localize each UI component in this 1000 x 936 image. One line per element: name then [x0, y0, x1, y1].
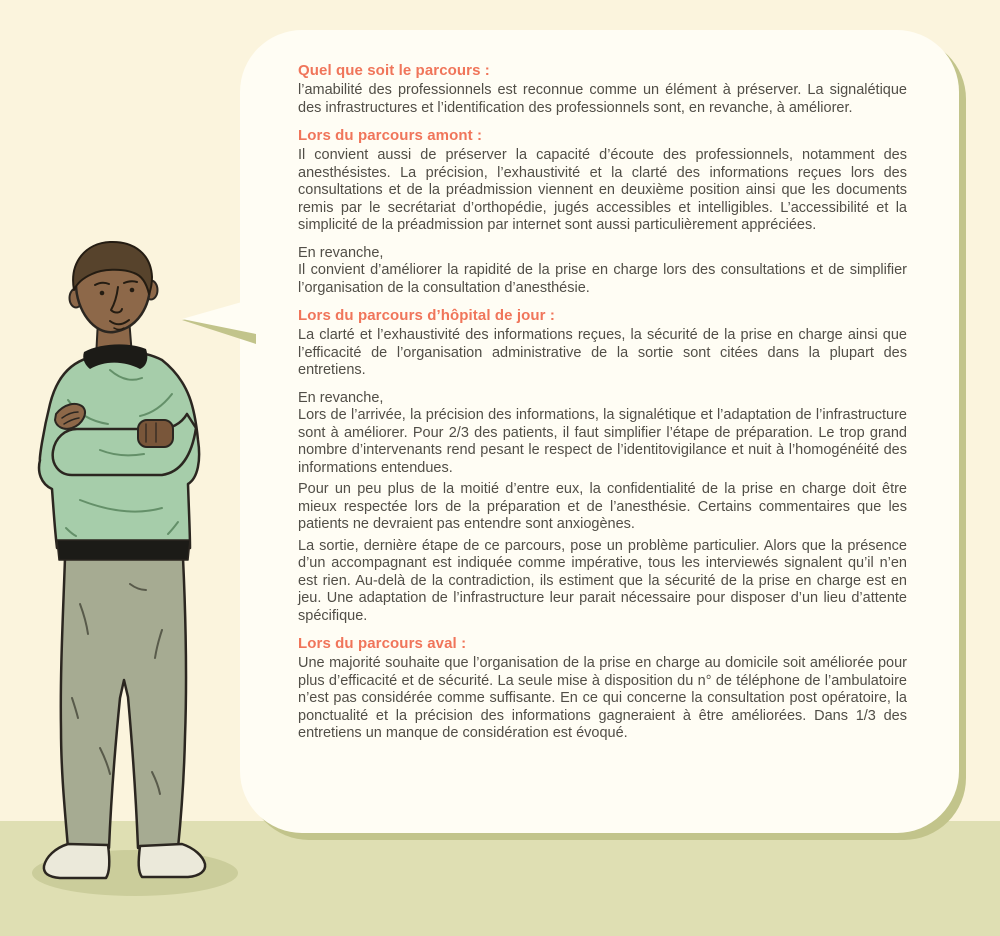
- section-parcours-amont: [298, 127, 907, 235]
- section-paragraph: Il convient aussi de préserver la capacité d’écoute des professionnels, notamment des anesthésistes. La précision, l’exhaustivité et la clarté des informations reçues lors des consultations et de la préadmission viennent en deuxième position ainsi que les documents remis par le secrétariat d’orthopédie, jugés accessibles et intelligibles. L’accessibilité et la simplicité de la préadmission par internet sont aussi particulièrement appréciées.: [298, 147, 907, 233]
- man-hem-band: [57, 540, 190, 560]
- section-paragraph: Une majorité souhaite que l’organisation de la prise en charge au domicile soit améliorée pour plus d’efficacité et de sécurité. La seule mise à disposition du n° de téléphone de l’ambulatoire n’est pas considérée comme suffisante. En ce qui concerne la consultation post opératoire, la ponctualité et la précision des informations gagneraient à être améliorées. Dans 1/3 des entretiens un manque de considération est évoqué.: [298, 655, 907, 741]
- lead-in: En revanche,: [298, 244, 384, 261]
- man-sweater: [39, 352, 199, 549]
- speech-bubble: [240, 30, 959, 833]
- section-en-revanche-hopital: [298, 390, 907, 626]
- man-pants: [61, 558, 186, 848]
- section-paragraph: l’amabilité des professionnels est reconnue comme un élément à préserver. La signalétique des infrastructures et l’identification des professionnels sont, en revanche, à améliorer.: [298, 82, 907, 116]
- section-paragraph: Il convient d’améliorer la rapidité de la prise en charge lors des consultations et de simplifier l’organisation de la consultation d’anesthésie.: [298, 262, 907, 296]
- section-parcours-hopital-de-jour: [298, 307, 907, 380]
- section-heading: Quel que soit le parcours :: [298, 62, 490, 79]
- section-heading: Lors du parcours amont :: [298, 127, 483, 144]
- section-heading: Lors du parcours d’hôpital de jour :: [298, 307, 555, 324]
- section-paragraph: Lors de l’arrivée, la précision des informations, la signalétique et l’adaptation de l’infrastructure sont à améliorer. Pour 2/3 des patients, il faut simplifier l’étape de préparation. Le trop grand nombre d’intervenants rend pesant le respect de l’identitovigilance et nuit à l’homogénéité des informations entendues.: [298, 407, 907, 476]
- section-paragraph: La clarté et l’exhaustivité des informations reçues, la sécurité de la prise en charge ainsi que l’efficacité de l’organisation administrative de la sortie sont citées dans la plupart des entretiens.: [298, 327, 907, 378]
- lead-in: En revanche,: [298, 389, 384, 406]
- section-paragraph: Pour un peu plus de la moitié d’entre eux, la confidentialité de la prise en charge doit être mieux respectée lors de la préparation et de l’anesthésie. Certains commentaires que les patients ne devraient pas entendre sont anxiogènes.: [298, 481, 907, 532]
- man-head: [70, 242, 158, 332]
- section-quel-que-soit-le-parcours: [298, 62, 907, 117]
- section-parcours-aval: [298, 635, 907, 743]
- section-paragraph: La sortie, dernière étape de ce parcours, pose un problème particulier. Alors que la présence d’un accompagnant est indiquée comme impérative, tous les interviewés signalent qu’il n’en est rien. Au-delà de la contradiction, ils estiment que la sécurité de la prise en charge est en jeu. Une adaptation de l’infrastructure leur parait nécessaire pour disposer d’un lieu d’attente spécifique.: [298, 537, 907, 624]
- section-heading: Lors du parcours aval :: [298, 635, 467, 652]
- speech-bubble-tail: [176, 292, 256, 348]
- section-en-revanche-amont: [298, 245, 907, 298]
